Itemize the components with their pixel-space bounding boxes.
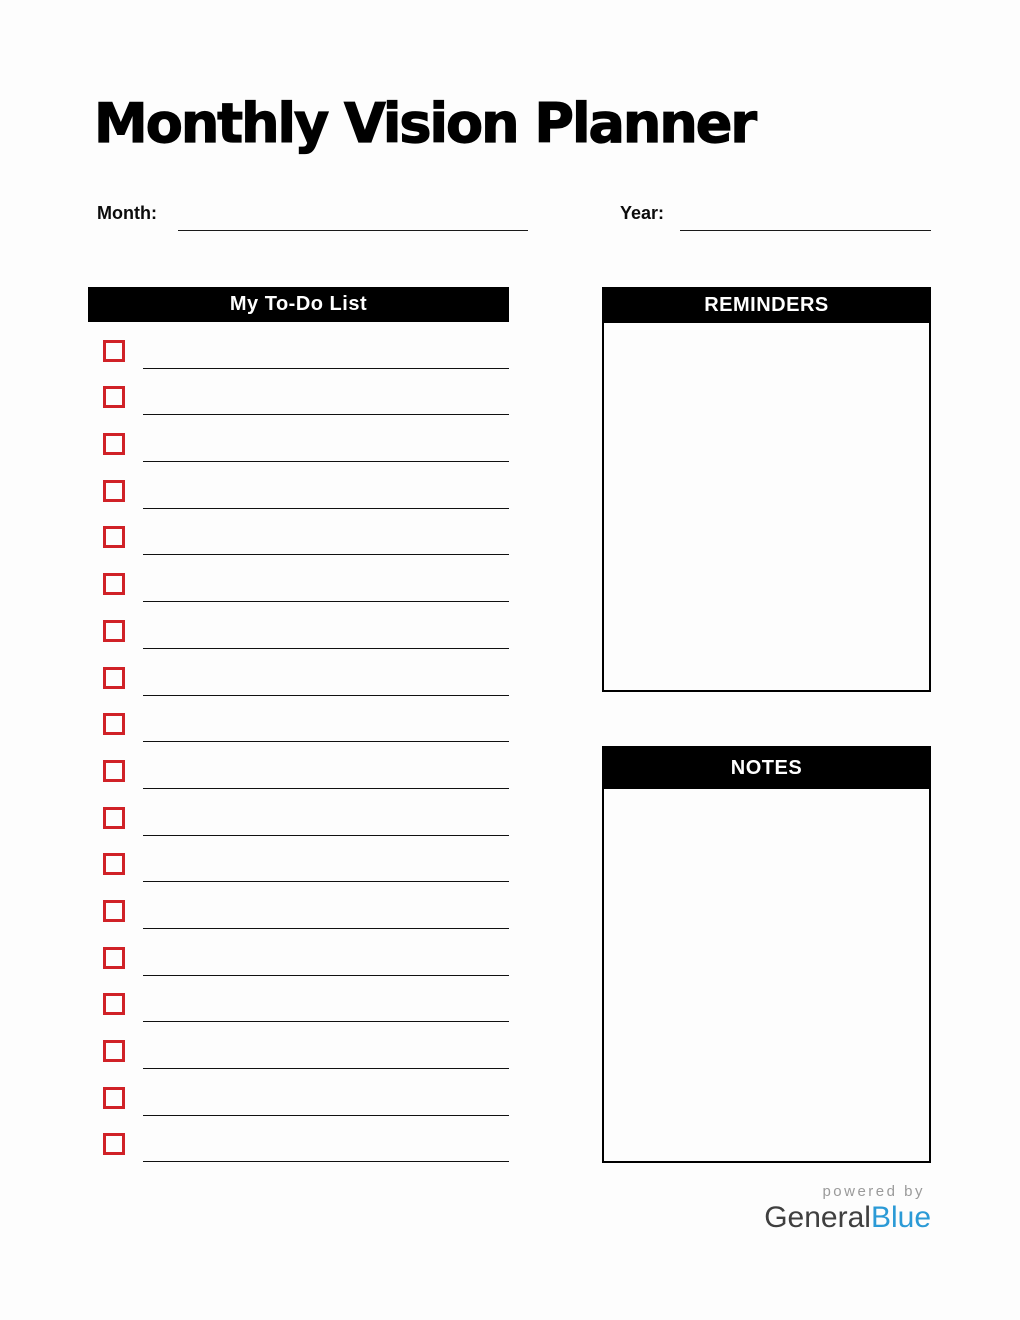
todo-checkbox-icon[interactable]: [103, 713, 125, 735]
todo-row: [88, 929, 509, 976]
todo-rows: [88, 322, 509, 1162]
todo-row: [88, 976, 509, 1023]
todo-checkbox-icon[interactable]: [103, 526, 125, 548]
todo-row: [88, 882, 509, 929]
todo-checkbox-icon[interactable]: [103, 386, 125, 408]
todo-row: [88, 369, 509, 416]
todo-checkbox-icon[interactable]: [103, 573, 125, 595]
todo-list-section: [88, 287, 509, 1162]
todo-checkbox-icon[interactable]: [103, 1040, 125, 1062]
todo-checkbox-icon[interactable]: [103, 807, 125, 829]
todo-row: [88, 649, 509, 696]
todo-row: [88, 789, 509, 836]
notes-panel: [602, 746, 931, 1163]
todo-checkbox-icon[interactable]: [103, 853, 125, 875]
page-title: Monthly Vision Planner: [94, 92, 756, 155]
year-label: Year:: [620, 203, 665, 223]
todo-row: [88, 696, 509, 743]
month-label: Month:: [97, 203, 157, 223]
todo-row: [88, 322, 509, 369]
todo-row: [88, 742, 509, 789]
todo-row: [88, 836, 509, 883]
notes-header: NOTES: [603, 747, 930, 789]
todo-row: [88, 1116, 509, 1163]
todo-row: [88, 602, 509, 649]
todo-checkbox-icon[interactable]: [103, 620, 125, 642]
todo-row: [88, 509, 509, 556]
reminders-panel: [602, 287, 931, 692]
todo-checkbox-icon[interactable]: [103, 433, 125, 455]
todo-checkbox-icon[interactable]: [103, 993, 125, 1015]
todo-row: [88, 462, 509, 509]
todo-entry-line[interactable]: [143, 1161, 509, 1162]
todo-checkbox-icon[interactable]: [103, 340, 125, 362]
todo-checkbox-icon[interactable]: [103, 900, 125, 922]
todo-row: [88, 1022, 509, 1069]
todo-checkbox-icon[interactable]: [103, 760, 125, 782]
generalblue-logo: [764, 1201, 931, 1235]
todo-list-header: My To-Do List: [88, 287, 509, 322]
reminders-content-area[interactable]: [604, 322, 929, 690]
month-input-line[interactable]: [178, 205, 528, 231]
todo-row: [88, 555, 509, 602]
todo-checkbox-icon[interactable]: [103, 1133, 125, 1155]
brand-blue-text: Blue: [870, 1201, 931, 1234]
todo-checkbox-icon[interactable]: [103, 947, 125, 969]
todo-checkbox-icon[interactable]: [103, 667, 125, 689]
todo-checkbox-icon[interactable]: [103, 480, 125, 502]
powered-by-text: powered by: [822, 1183, 925, 1200]
brand-footer: [764, 1183, 931, 1235]
reminders-header: REMINDERS: [603, 288, 930, 323]
brand-general-text: General: [764, 1201, 871, 1234]
todo-checkbox-icon[interactable]: [103, 1087, 125, 1109]
todo-row: [88, 415, 509, 462]
notes-content-area[interactable]: [604, 788, 929, 1161]
year-input-line[interactable]: [680, 205, 931, 231]
todo-row: [88, 1069, 509, 1116]
